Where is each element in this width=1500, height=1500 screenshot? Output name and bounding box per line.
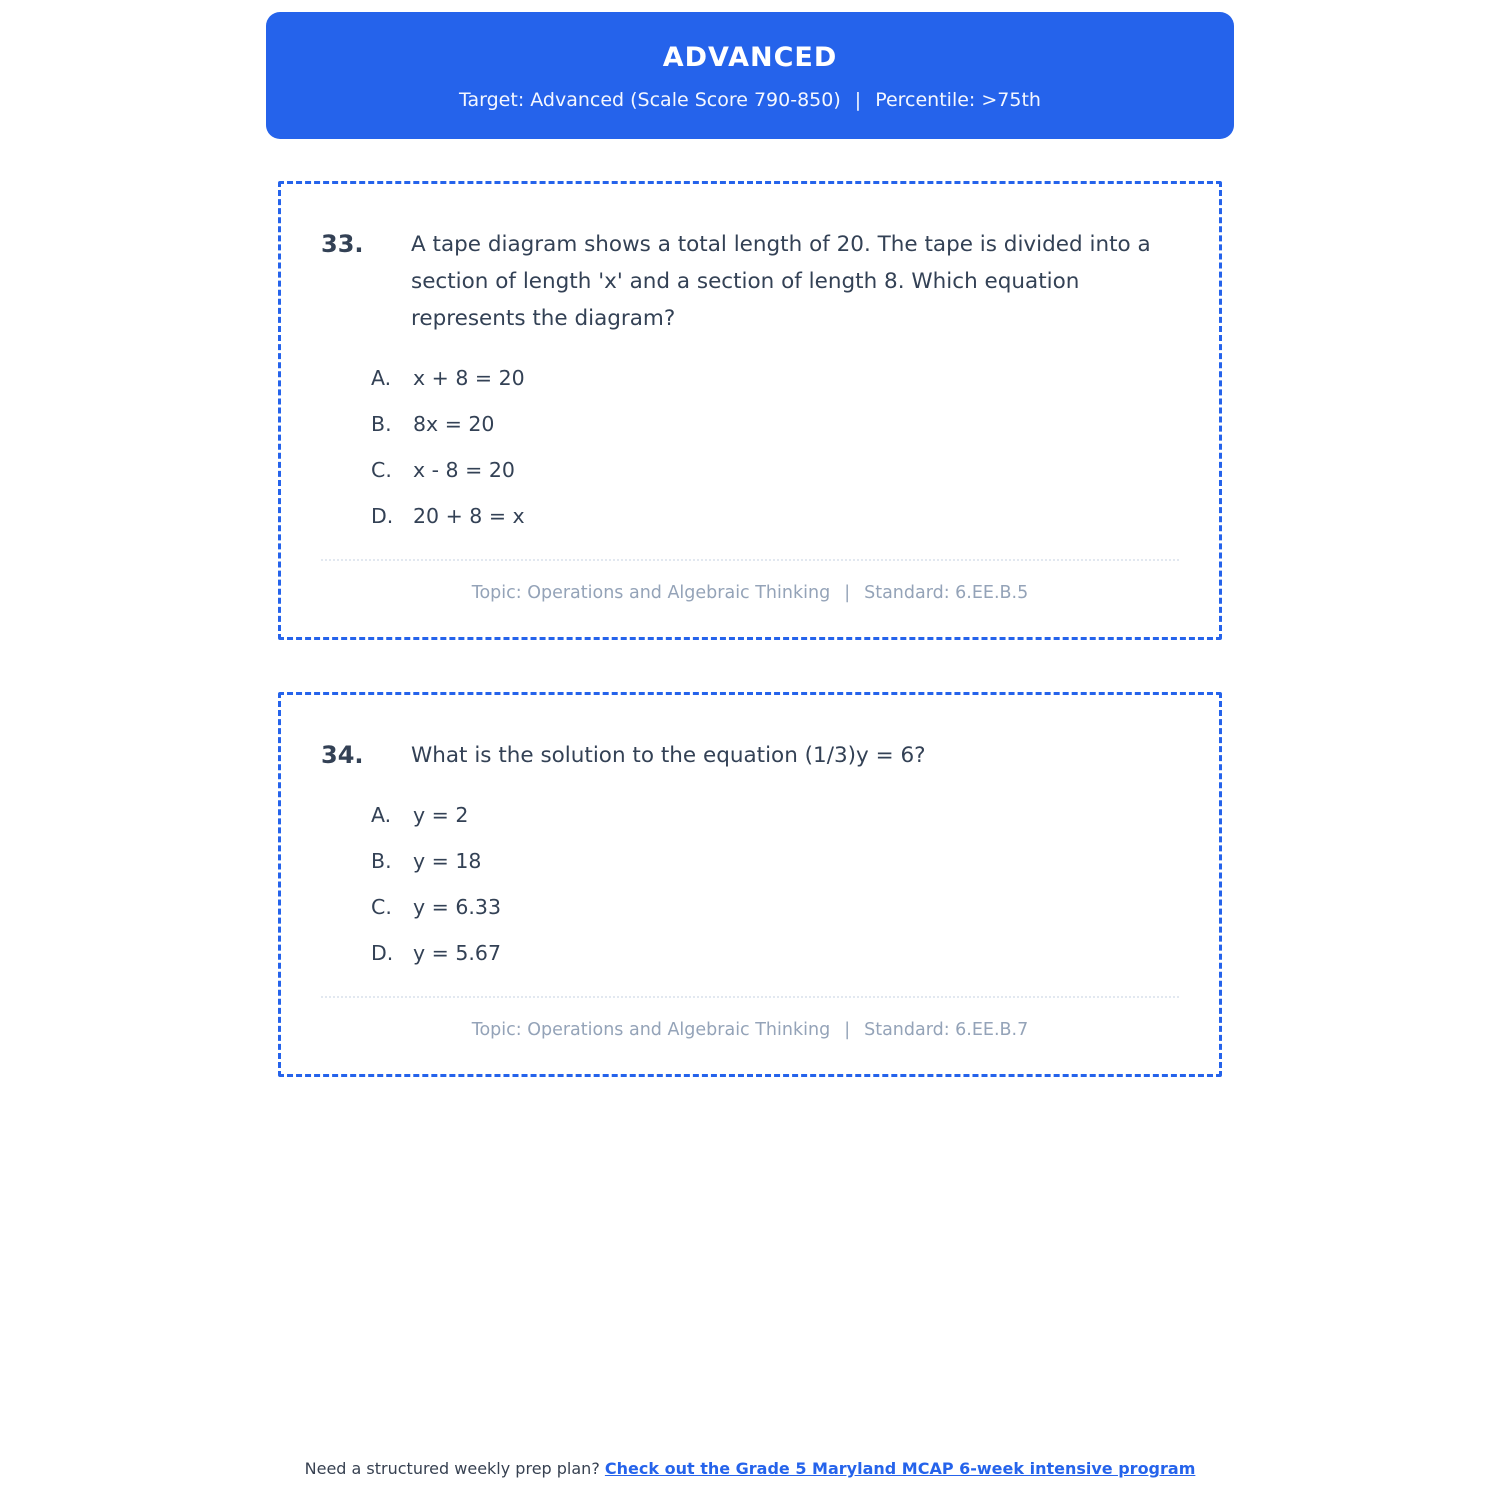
banner-percentile-label: Percentile: >75th — [875, 89, 1041, 111]
banner-target-label: Target: Advanced (Scale Score 790-850) — [459, 89, 841, 111]
option-text: y = 6.33 — [413, 895, 501, 919]
topic-standard-line — [321, 583, 1179, 603]
option-text: y = 5.67 — [413, 941, 501, 965]
footer-program-link[interactable]: Check out the Grade 5 Maryland MCAP 6-week intensive program — [604, 1459, 1196, 1478]
options-list — [371, 800, 1179, 968]
topic-separator: | — [844, 1020, 851, 1040]
banner-title: ADVANCED — [662, 42, 838, 73]
option-letter: B. — [371, 412, 392, 436]
option-letter: D. — [371, 941, 394, 965]
topic-standard-line — [321, 1020, 1179, 1040]
level-banner — [266, 12, 1234, 139]
option-letter: C. — [371, 895, 392, 919]
topic-label: Topic: Operations and Algebraic Thinking — [471, 1020, 831, 1040]
option-d — [371, 938, 1179, 968]
option-text: y = 2 — [413, 803, 469, 827]
card-divider — [321, 559, 1179, 561]
question-number: 34. — [321, 741, 364, 769]
topic-separator: | — [844, 583, 851, 603]
option-a — [371, 363, 1179, 393]
option-text: x - 8 = 20 — [413, 458, 515, 482]
banner-subtitle — [286, 89, 1214, 111]
option-a — [371, 800, 1179, 830]
question-card-34 — [278, 692, 1222, 1077]
option-text: 20 + 8 = x — [413, 504, 525, 528]
footer-prompt: Need a structured weekly prep plan? — [304, 1459, 605, 1478]
question-row — [321, 226, 1179, 337]
options-list — [371, 363, 1179, 531]
option-letter: C. — [371, 458, 392, 482]
option-b — [371, 846, 1179, 876]
option-text: x + 8 = 20 — [413, 366, 525, 390]
option-b — [371, 409, 1179, 439]
question-text: A tape diagram shows a total length of 20. The tape is divided into a section of length 'x' and a section of length 8. Which equation represents the diagram? — [411, 232, 1151, 331]
option-letter: B. — [371, 849, 392, 873]
standard-label: Standard: 6.EE.B.5 — [864, 583, 1029, 603]
option-letter: A. — [371, 803, 392, 827]
option-d — [371, 501, 1179, 531]
question-row — [321, 737, 1179, 774]
option-letter: D. — [371, 504, 394, 528]
option-c — [371, 455, 1179, 485]
option-letter: A. — [371, 366, 392, 390]
question-text: What is the solution to the equation (1/3)y = 6? — [411, 743, 926, 768]
option-text: 8x = 20 — [413, 412, 495, 436]
option-text: y = 18 — [413, 849, 482, 873]
option-c — [371, 892, 1179, 922]
topic-label: Topic: Operations and Algebraic Thinking — [471, 583, 831, 603]
question-card-33 — [278, 181, 1222, 640]
question-number: 33. — [321, 230, 364, 258]
standard-label: Standard: 6.EE.B.7 — [864, 1020, 1029, 1040]
footer-cta — [0, 1459, 1500, 1478]
banner-subtitle-separator: | — [854, 89, 862, 111]
card-divider — [321, 996, 1179, 998]
